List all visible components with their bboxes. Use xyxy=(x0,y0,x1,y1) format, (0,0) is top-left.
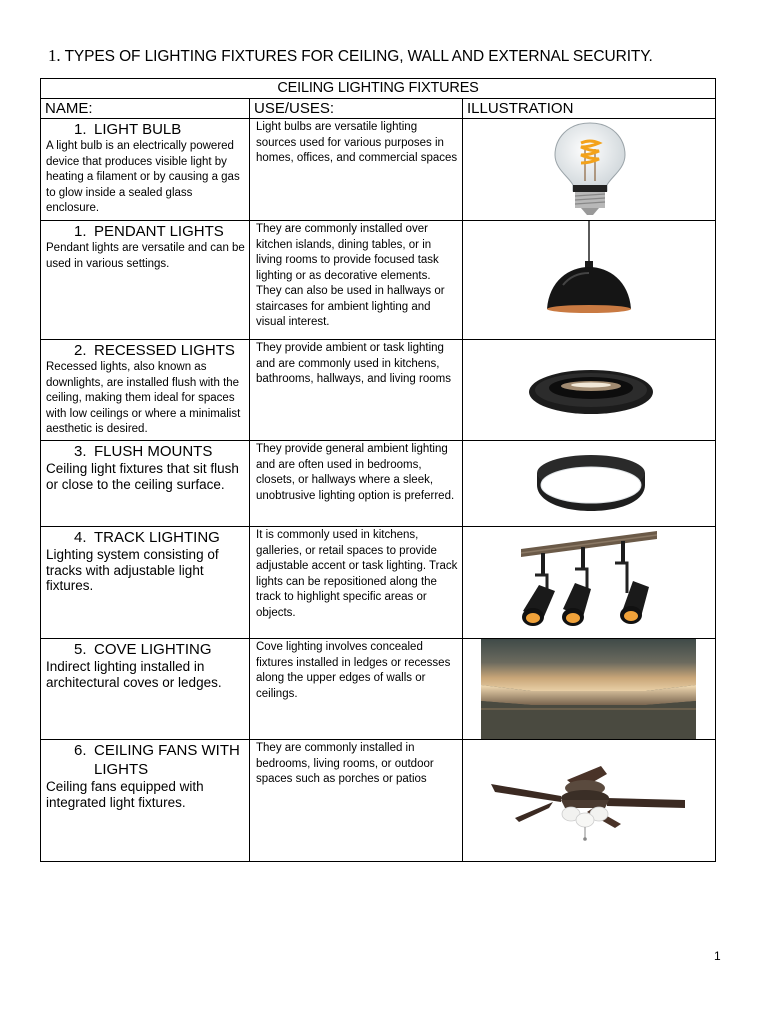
table-row xyxy=(41,221,716,340)
item-uses: They are commonly installed over kitchen islands, dining tables, or in living rooms to provide focused task lighting or as decorative elements. They can also be used in hallways or staircases for ambient lighting and visual interest. xyxy=(250,221,463,340)
item-title: 2. RECESSED LIGHTS xyxy=(74,342,235,359)
item-uses: Cove lighting involves concealed fixtures installed in ledges or recesses along the upper edges of walls or ceilings. xyxy=(250,639,463,740)
document-heading xyxy=(48,46,653,66)
table-title: CEILING LIGHTING FIXTURES xyxy=(41,79,716,99)
light-bulb-illustration xyxy=(535,119,645,221)
table-row xyxy=(41,527,716,639)
item-uses: They provide ambient or task lighting and are commonly used in kitchens, bathrooms, hallways, and living rooms xyxy=(250,340,463,441)
pendant-light-illustration xyxy=(541,221,641,321)
table-row xyxy=(41,740,716,862)
item-title: 6. CEILING FANS WITH LIGHTS xyxy=(74,742,240,778)
header-illustration: ILLUSTRATION xyxy=(463,99,716,119)
heading-text: TYPES OF LIGHTING FIXTURES FOR CEILING, WALL AND EXTERNAL SECURITY. xyxy=(64,48,653,65)
table-row xyxy=(41,340,716,441)
item-description: A light bulb is an electrically powered device that produces visible light by heating a filament or by causing a gas to glow inside a sealed glass enclosure. xyxy=(46,140,240,214)
item-title: 5. COVE LIGHTING xyxy=(74,641,212,658)
item-description: Lighting system consisting of tracks with adjustable light fixtures. xyxy=(46,547,219,593)
item-description: Indirect lighting installed in architectural coves or ledges. xyxy=(46,659,222,690)
flush-mount-illustration xyxy=(531,451,651,517)
cove-lighting-illustration xyxy=(481,639,696,739)
recessed-light-illustration xyxy=(521,348,661,434)
table-row xyxy=(41,441,716,527)
item-uses: Light bulbs are versatile lighting sources used for various purposes in homes, offices, and commercial spaces xyxy=(250,119,463,221)
heading-number: 1. xyxy=(48,46,61,65)
item-title: 3. FLUSH MOUNTS xyxy=(74,443,213,460)
item-description: Ceiling light fixtures that sit flush or close to the ceiling surface. xyxy=(46,461,239,492)
ceiling-fan-illustration xyxy=(489,762,689,842)
header-name: NAME: xyxy=(41,99,250,119)
ceiling-fixtures-table xyxy=(40,78,716,862)
item-description: Pendant lights are versatile and can be used in various settings. xyxy=(46,242,245,270)
table-row xyxy=(41,639,716,740)
table-row xyxy=(41,119,716,221)
item-title: 4. TRACK LIGHTING xyxy=(74,529,220,546)
item-description: Recessed lights, also known as downlights, are installed flush with the ceiling, making them ideal for spaces with low ceilings or where a minimalist aesthetic is desired. xyxy=(46,361,241,435)
item-uses: It is commonly used in kitchens, galleries, or retail spaces to provide adjustable accent or task lighting. Track lights can be repositioned along the track to highlight specific areas or objects. xyxy=(250,527,463,639)
header-uses: USE/USES: xyxy=(250,99,463,119)
item-uses: They provide general ambient lighting and are often used in bedrooms, closets, or hallways where a sleek, unobtrusive lighting option is preferred. xyxy=(250,441,463,527)
item-title: 1. PENDANT LIGHTS xyxy=(74,223,224,240)
item-uses: They are commonly installed in bedrooms, living rooms, or outdoor spaces such as porches or patios xyxy=(250,740,463,862)
page-number: 1 xyxy=(714,949,721,963)
item-description: Ceiling fans equipped with integrated light fixtures. xyxy=(46,779,204,810)
item-title: 1. LIGHT BULB xyxy=(74,121,182,138)
track-lighting-illustration xyxy=(517,527,659,635)
